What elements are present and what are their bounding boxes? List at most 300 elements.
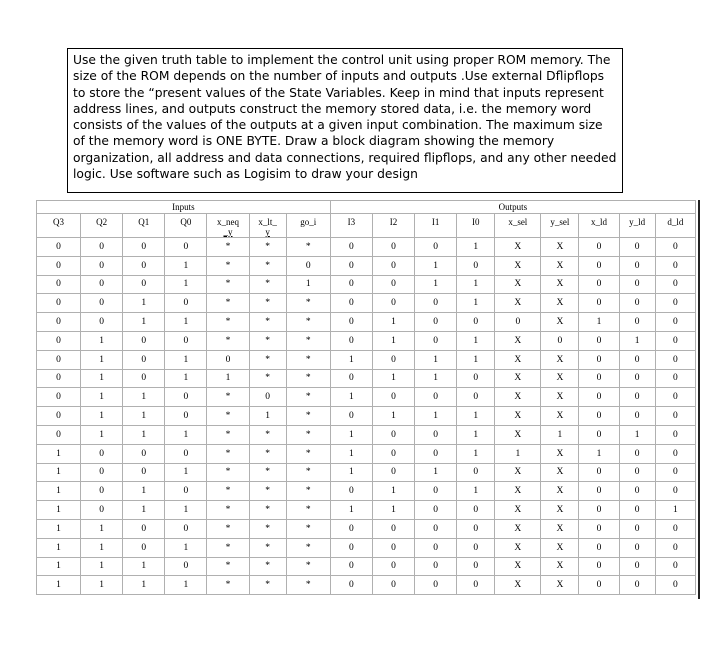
table-cell: 0 bbox=[37, 388, 81, 407]
table-cell: 1 bbox=[372, 501, 414, 520]
table-cell: * bbox=[249, 425, 286, 444]
table-cell: * bbox=[207, 407, 249, 426]
table-cell: * bbox=[286, 425, 330, 444]
table-cell: 1 bbox=[37, 576, 81, 595]
table-cell: 0 bbox=[579, 501, 619, 520]
table-cell: 1 bbox=[123, 482, 165, 501]
table-cell: X bbox=[495, 238, 541, 257]
table-cell: 0 bbox=[655, 519, 695, 538]
table-cell: 1 bbox=[81, 350, 123, 369]
inputs-group-header: Inputs bbox=[37, 201, 331, 214]
column-header-label: I1 bbox=[431, 217, 440, 227]
table-cell: 0 bbox=[619, 519, 655, 538]
table-cell: 0 bbox=[123, 331, 165, 350]
table-cell: X bbox=[495, 501, 541, 520]
table-cell: 0 bbox=[619, 313, 655, 332]
table-cell: X bbox=[495, 331, 541, 350]
table-cell: * bbox=[286, 501, 330, 520]
table-cell: * bbox=[286, 350, 330, 369]
table-cell: 0 bbox=[655, 275, 695, 294]
table-cell: X bbox=[495, 482, 541, 501]
table-cell: 0 bbox=[579, 388, 619, 407]
table-row bbox=[37, 482, 696, 501]
table-cell: X bbox=[541, 388, 579, 407]
table-cell: 0 bbox=[330, 369, 372, 388]
table-cell: * bbox=[286, 519, 330, 538]
truth-table-container bbox=[36, 200, 696, 595]
table-cell: 0 bbox=[619, 482, 655, 501]
table-cell: X bbox=[541, 275, 579, 294]
table-cell: 1 bbox=[165, 369, 207, 388]
table-cell: 0 bbox=[330, 275, 372, 294]
table-cell: 1 bbox=[165, 313, 207, 332]
table-cell: * bbox=[207, 313, 249, 332]
table-row bbox=[37, 538, 696, 557]
table-cell: 0 bbox=[415, 294, 457, 313]
outputs-group-header: Outputs bbox=[330, 201, 695, 214]
table-cell: 0 bbox=[457, 388, 495, 407]
table-cell: * bbox=[207, 388, 249, 407]
table-cell: 0 bbox=[457, 519, 495, 538]
table-cell: 1 bbox=[415, 463, 457, 482]
table-cell: X bbox=[541, 538, 579, 557]
table-cell: 1 bbox=[37, 444, 81, 463]
table-cell: 0 bbox=[655, 407, 695, 426]
column-header bbox=[372, 214, 414, 238]
table-cell: 1 bbox=[655, 501, 695, 520]
table-row bbox=[37, 238, 696, 257]
table-cell: 0 bbox=[123, 369, 165, 388]
table-cell: 0 bbox=[81, 294, 123, 313]
table-cell: 0 bbox=[655, 463, 695, 482]
table-cell: * bbox=[286, 313, 330, 332]
column-header-label: I3 bbox=[347, 217, 356, 227]
table-cell: * bbox=[207, 256, 249, 275]
table-cell: 1 bbox=[81, 576, 123, 595]
table-cell: 0 bbox=[579, 275, 619, 294]
table-cell: * bbox=[207, 238, 249, 257]
table-cell: 0 bbox=[655, 369, 695, 388]
table-cell: 0 bbox=[81, 238, 123, 257]
table-cell: 0 bbox=[372, 388, 414, 407]
table-row bbox=[37, 425, 696, 444]
table-cell: 1 bbox=[372, 482, 414, 501]
table-cell: 1 bbox=[330, 463, 372, 482]
column-header bbox=[286, 214, 330, 238]
table-cell: 0 bbox=[123, 275, 165, 294]
table-cell: 1 bbox=[330, 388, 372, 407]
table-cell: 0 bbox=[495, 313, 541, 332]
table-cell: 0 bbox=[579, 519, 619, 538]
table-cell: 0 bbox=[330, 407, 372, 426]
table-cell: 0 bbox=[655, 294, 695, 313]
table-cell: 0 bbox=[619, 538, 655, 557]
table-cell: X bbox=[541, 444, 579, 463]
table-cell: 0 bbox=[372, 444, 414, 463]
table-cell: 0 bbox=[123, 350, 165, 369]
table-cell: 0 bbox=[619, 444, 655, 463]
table-cell: X bbox=[541, 313, 579, 332]
table-cell: * bbox=[249, 519, 286, 538]
table-cell: X bbox=[541, 463, 579, 482]
table-cell: 0 bbox=[207, 350, 249, 369]
table-row bbox=[37, 388, 696, 407]
table-cell: 1 bbox=[619, 425, 655, 444]
table-cell: * bbox=[249, 256, 286, 275]
table-row bbox=[37, 557, 696, 576]
column-header-label: y_ld bbox=[629, 217, 646, 227]
table-cell: * bbox=[286, 557, 330, 576]
column-header-row bbox=[37, 214, 696, 238]
table-cell: X bbox=[495, 519, 541, 538]
table-cell: X bbox=[541, 256, 579, 275]
table-cell: 1 bbox=[81, 369, 123, 388]
column-header-label: go_i bbox=[300, 217, 317, 227]
table-row bbox=[37, 407, 696, 426]
table-cell: * bbox=[207, 275, 249, 294]
column-header-label: Q3 bbox=[53, 217, 65, 227]
table-cell: 0 bbox=[619, 350, 655, 369]
table-cell: 0 bbox=[37, 350, 81, 369]
table-cell: 0 bbox=[415, 519, 457, 538]
table-cell: * bbox=[249, 557, 286, 576]
table-cell: * bbox=[286, 294, 330, 313]
table-cell: 0 bbox=[457, 557, 495, 576]
table-cell: * bbox=[249, 369, 286, 388]
table-cell: * bbox=[249, 294, 286, 313]
table-cell: 1 bbox=[457, 238, 495, 257]
table-cell: 1 bbox=[165, 463, 207, 482]
table-cell: 0 bbox=[457, 501, 495, 520]
table-cell: 0 bbox=[415, 576, 457, 595]
column-header bbox=[81, 214, 123, 238]
table-cell: 1 bbox=[415, 275, 457, 294]
table-cell: X bbox=[495, 425, 541, 444]
table-cell: * bbox=[286, 369, 330, 388]
table-cell: 0 bbox=[37, 313, 81, 332]
column-header bbox=[207, 214, 249, 238]
page-edge-bar bbox=[698, 200, 700, 599]
table-cell: X bbox=[541, 576, 579, 595]
table-cell: 1 bbox=[37, 557, 81, 576]
column-header bbox=[495, 214, 541, 238]
column-header bbox=[165, 214, 207, 238]
table-cell: X bbox=[495, 275, 541, 294]
table-cell: X bbox=[541, 350, 579, 369]
table-cell: 0 bbox=[330, 294, 372, 313]
table-cell: * bbox=[286, 538, 330, 557]
table-cell: 0 bbox=[415, 538, 457, 557]
table-cell: 0 bbox=[655, 557, 695, 576]
table-cell: 1 bbox=[619, 331, 655, 350]
table-cell: * bbox=[286, 444, 330, 463]
table-cell: 1 bbox=[123, 388, 165, 407]
table-cell: X bbox=[541, 294, 579, 313]
table-row bbox=[37, 350, 696, 369]
table-cell: 0 bbox=[619, 388, 655, 407]
table-cell: X bbox=[495, 388, 541, 407]
table-cell: 0 bbox=[81, 444, 123, 463]
table-cell: 0 bbox=[457, 369, 495, 388]
table-cell: 0 bbox=[619, 275, 655, 294]
table-cell: 0 bbox=[286, 256, 330, 275]
column-header bbox=[37, 214, 81, 238]
table-cell: 0 bbox=[330, 576, 372, 595]
column-header-label: x_neq bbox=[216, 217, 239, 227]
column-header-label: x_lt_ bbox=[258, 217, 277, 227]
table-cell: 0 bbox=[579, 238, 619, 257]
table-cell: 0 bbox=[415, 425, 457, 444]
table-cell: 0 bbox=[655, 238, 695, 257]
table-row bbox=[37, 369, 696, 388]
table-cell: X bbox=[495, 407, 541, 426]
table-cell: 0 bbox=[123, 538, 165, 557]
table-cell: 0 bbox=[372, 519, 414, 538]
table-cell: X bbox=[541, 407, 579, 426]
table-cell: 0 bbox=[372, 538, 414, 557]
table-cell: 0 bbox=[655, 576, 695, 595]
table-cell: 1 bbox=[330, 425, 372, 444]
table-cell: 0 bbox=[330, 331, 372, 350]
table-cell: 1 bbox=[457, 482, 495, 501]
table-cell: 0 bbox=[81, 275, 123, 294]
table-cell: 0 bbox=[579, 256, 619, 275]
table-cell: 1 bbox=[207, 369, 249, 388]
table-cell: 0 bbox=[330, 238, 372, 257]
table-cell: 1 bbox=[123, 576, 165, 595]
table-cell: * bbox=[249, 501, 286, 520]
table-cell: 0 bbox=[415, 313, 457, 332]
table-cell: 1 bbox=[37, 463, 81, 482]
table-cell: 0 bbox=[619, 294, 655, 313]
table-cell: 0 bbox=[579, 407, 619, 426]
table-cell: 0 bbox=[372, 294, 414, 313]
table-cell: 1 bbox=[81, 331, 123, 350]
table-cell: 0 bbox=[372, 350, 414, 369]
table-cell: 1 bbox=[123, 557, 165, 576]
table-cell: X bbox=[495, 538, 541, 557]
table-cell: 0 bbox=[330, 313, 372, 332]
table-cell: 1 bbox=[123, 425, 165, 444]
table-cell: * bbox=[207, 519, 249, 538]
table-cell: 0 bbox=[655, 425, 695, 444]
table-cell: * bbox=[249, 275, 286, 294]
table-cell: * bbox=[249, 350, 286, 369]
table-cell: 0 bbox=[457, 538, 495, 557]
table-cell: 0 bbox=[619, 463, 655, 482]
table-cell: X bbox=[495, 350, 541, 369]
table-cell: 1 bbox=[123, 313, 165, 332]
table-cell: 0 bbox=[165, 331, 207, 350]
table-cell: * bbox=[207, 444, 249, 463]
table-cell: 0 bbox=[655, 331, 695, 350]
column-header-label: y_sel bbox=[550, 217, 570, 227]
table-cell: 0 bbox=[165, 519, 207, 538]
truth-table-body bbox=[37, 238, 696, 595]
table-cell: 0 bbox=[37, 425, 81, 444]
table-cell: 0 bbox=[415, 238, 457, 257]
table-cell: 1 bbox=[457, 444, 495, 463]
table-cell: 1 bbox=[165, 538, 207, 557]
table-cell: 1 bbox=[415, 407, 457, 426]
table-cell: 0 bbox=[619, 557, 655, 576]
column-header bbox=[457, 214, 495, 238]
table-cell: 0 bbox=[372, 425, 414, 444]
table-cell: 0 bbox=[655, 482, 695, 501]
table-cell: 1 bbox=[330, 501, 372, 520]
table-cell: 0 bbox=[579, 463, 619, 482]
table-cell: 0 bbox=[579, 294, 619, 313]
table-cell: 0 bbox=[165, 444, 207, 463]
table-cell: X bbox=[541, 369, 579, 388]
table-row bbox=[37, 256, 696, 275]
column-header-label: Q0 bbox=[180, 217, 192, 227]
table-cell: X bbox=[495, 576, 541, 595]
table-cell: X bbox=[541, 482, 579, 501]
table-cell: 0 bbox=[330, 519, 372, 538]
table-cell: X bbox=[495, 294, 541, 313]
table-cell: 1 bbox=[81, 519, 123, 538]
table-cell: * bbox=[286, 238, 330, 257]
table-cell: 1 bbox=[372, 331, 414, 350]
table-cell: 0 bbox=[619, 501, 655, 520]
table-row bbox=[37, 501, 696, 520]
table-cell: 0 bbox=[579, 538, 619, 557]
table-cell: 1 bbox=[81, 388, 123, 407]
column-header bbox=[415, 214, 457, 238]
table-cell: 1 bbox=[415, 369, 457, 388]
table-cell: 1 bbox=[372, 369, 414, 388]
table-cell: 1 bbox=[165, 256, 207, 275]
table-cell: 0 bbox=[579, 557, 619, 576]
table-cell: 0 bbox=[372, 275, 414, 294]
table-cell: * bbox=[249, 331, 286, 350]
table-cell: 0 bbox=[37, 238, 81, 257]
column-header-label: x_sel bbox=[508, 217, 528, 227]
table-cell: 1 bbox=[415, 256, 457, 275]
table-cell: 1 bbox=[37, 519, 81, 538]
table-cell: 0 bbox=[330, 482, 372, 501]
table-cell: 0 bbox=[619, 407, 655, 426]
table-cell: 1 bbox=[495, 444, 541, 463]
table-cell: 1 bbox=[165, 350, 207, 369]
prompt-text: Use the given truth table to implement the control unit using proper ROM memory. The size of the ROM depends on the number of inputs and outputs .Use external Dflipflops to store the “present values of the State Variables. Keep in mind that inputs represent address lines, and outputs construct the memory stored data, i.e. the memory word consists of the values of the outputs at a given input combination. The maximum size of the memory word is ONE BYTE. Draw a block diagram showing the memory organization, all address and data connections, required flipflops, and any other needed logic. Use software such as Logisim to draw your design bbox=[73, 53, 617, 182]
table-cell: 0 bbox=[123, 256, 165, 275]
table-cell: * bbox=[207, 425, 249, 444]
table-cell: * bbox=[207, 294, 249, 313]
table-cell: 0 bbox=[165, 482, 207, 501]
table-cell: * bbox=[207, 482, 249, 501]
column-header bbox=[330, 214, 372, 238]
table-row bbox=[37, 294, 696, 313]
column-header bbox=[249, 214, 286, 238]
group-header-row bbox=[37, 201, 696, 214]
column-header-sublabel: y bbox=[265, 227, 270, 237]
table-cell: 1 bbox=[123, 407, 165, 426]
table-cell: 0 bbox=[37, 275, 81, 294]
table-cell: * bbox=[207, 463, 249, 482]
table-cell: 1 bbox=[457, 275, 495, 294]
table-cell: 0 bbox=[372, 463, 414, 482]
table-row bbox=[37, 275, 696, 294]
table-cell: 0 bbox=[655, 444, 695, 463]
table-cell: 0 bbox=[165, 388, 207, 407]
table-cell: 1 bbox=[123, 501, 165, 520]
table-cell: 0 bbox=[165, 238, 207, 257]
table-row bbox=[37, 519, 696, 538]
table-cell: X bbox=[495, 256, 541, 275]
table-cell: 0 bbox=[579, 331, 619, 350]
table-cell: 1 bbox=[165, 275, 207, 294]
table-cell: 0 bbox=[37, 331, 81, 350]
table-cell: X bbox=[495, 463, 541, 482]
table-cell: * bbox=[249, 482, 286, 501]
table-cell: 0 bbox=[165, 294, 207, 313]
truth-table bbox=[36, 200, 696, 595]
table-cell: X bbox=[541, 238, 579, 257]
table-cell: 0 bbox=[579, 425, 619, 444]
table-cell: 0 bbox=[123, 444, 165, 463]
table-cell: 0 bbox=[81, 256, 123, 275]
table-cell: 1 bbox=[457, 425, 495, 444]
table-cell: X bbox=[541, 557, 579, 576]
table-cell: 1 bbox=[37, 501, 81, 520]
table-cell: * bbox=[286, 331, 330, 350]
table-row bbox=[37, 313, 696, 332]
table-cell: 1 bbox=[330, 350, 372, 369]
table-cell: * bbox=[286, 576, 330, 595]
table-cell: 1 bbox=[37, 538, 81, 557]
column-header-label: I2 bbox=[389, 217, 398, 227]
table-cell: 1 bbox=[249, 407, 286, 426]
table-cell: 0 bbox=[655, 350, 695, 369]
table-cell: 0 bbox=[457, 576, 495, 595]
table-cell: 0 bbox=[37, 294, 81, 313]
table-cell: 0 bbox=[579, 369, 619, 388]
table-cell: 1 bbox=[37, 482, 81, 501]
table-cell: * bbox=[249, 238, 286, 257]
table-row bbox=[37, 463, 696, 482]
table-cell: 0 bbox=[457, 463, 495, 482]
table-cell: 1 bbox=[330, 444, 372, 463]
table-cell: 1 bbox=[457, 350, 495, 369]
table-cell: 0 bbox=[123, 519, 165, 538]
table-cell: 1 bbox=[541, 425, 579, 444]
table-cell: * bbox=[207, 331, 249, 350]
table-cell: 1 bbox=[286, 275, 330, 294]
table-cell: 0 bbox=[81, 313, 123, 332]
table-cell: X bbox=[541, 519, 579, 538]
table-row bbox=[37, 444, 696, 463]
column-header-sublabel: _y bbox=[223, 227, 233, 237]
table-cell: 1 bbox=[372, 407, 414, 426]
table-cell: 0 bbox=[81, 463, 123, 482]
table-cell: 0 bbox=[579, 350, 619, 369]
table-cell: * bbox=[249, 313, 286, 332]
table-cell: 0 bbox=[81, 501, 123, 520]
column-header-label: I0 bbox=[471, 217, 480, 227]
table-cell: * bbox=[286, 482, 330, 501]
table-cell: 0 bbox=[619, 576, 655, 595]
table-cell: 0 bbox=[655, 313, 695, 332]
table-cell: 0 bbox=[655, 538, 695, 557]
table-cell: 0 bbox=[415, 501, 457, 520]
table-cell: * bbox=[249, 576, 286, 595]
table-cell: 0 bbox=[81, 482, 123, 501]
table-cell: 1 bbox=[579, 444, 619, 463]
table-cell: 1 bbox=[123, 294, 165, 313]
table-cell: 1 bbox=[579, 313, 619, 332]
